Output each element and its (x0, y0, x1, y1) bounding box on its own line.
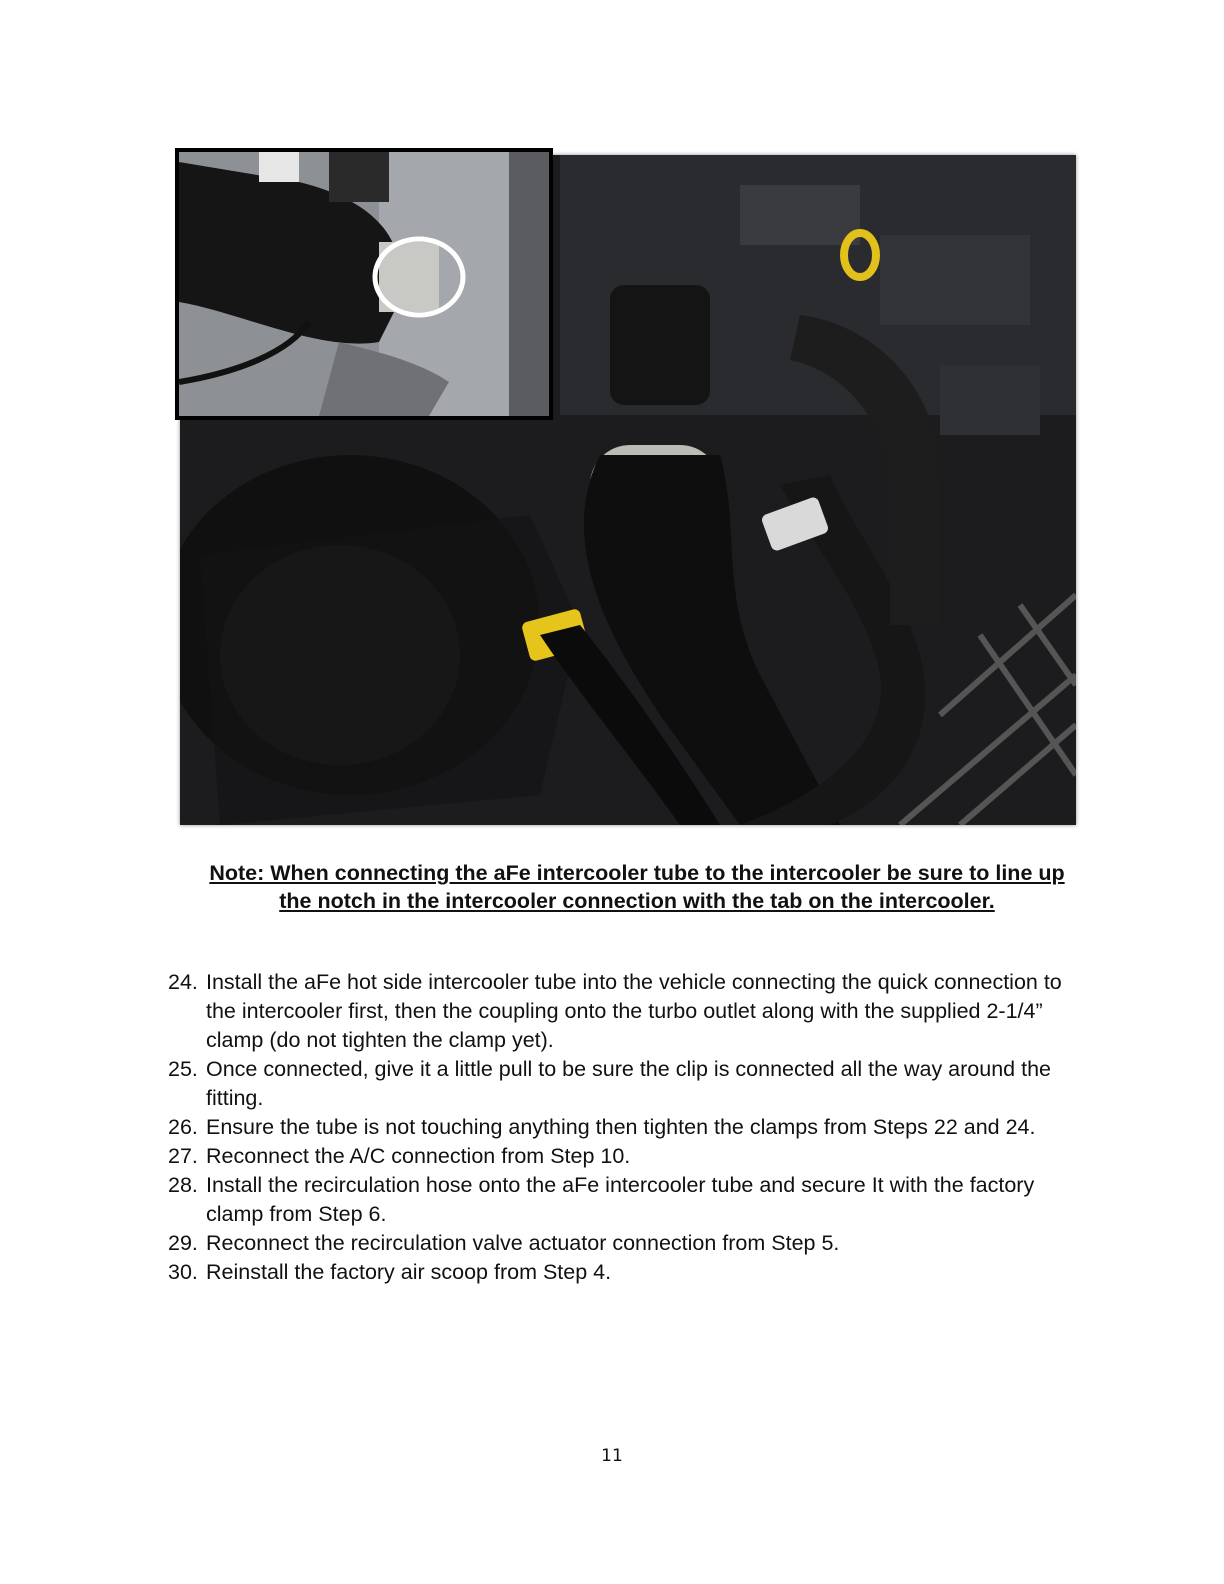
list-item (168, 1258, 1068, 1287)
step-text: Reconnect the A/C connection from Step 10. (206, 1144, 631, 1168)
step-number: 30. (168, 1260, 198, 1284)
step-text: Once connected, give it a little pull to be sure the clip is connected all the way around the fitting. (206, 1057, 1051, 1110)
step-number: 29. (168, 1231, 198, 1255)
list-item (168, 1142, 1068, 1171)
step-text: Ensure the tube is not touching anything then tighten the clamps from Steps 22 and 24. (206, 1115, 1036, 1139)
list-item (168, 1229, 1068, 1258)
list-item (168, 1171, 1068, 1229)
step-number: 28. (168, 1173, 198, 1197)
list-item (168, 1113, 1068, 1142)
step-text: Install the recirculation hose onto the aFe intercooler tube and secure It with the factory clamp from Step 6. (206, 1173, 1035, 1226)
page-number: 11 (601, 1446, 623, 1466)
list-item (168, 968, 1068, 1055)
step-number: 24. (168, 970, 198, 994)
step-number: 27. (168, 1144, 198, 1168)
instruction-steps-list (168, 968, 1068, 1287)
note-text: Note: When connecting the aFe intercooler tube to the intercooler be sure to line up the notch in the intercooler connection with the tab on the intercooler. (209, 861, 1065, 913)
inset-closeup-photo (175, 148, 553, 420)
step-number: 26. (168, 1115, 198, 1139)
step-text: Reconnect the recirculation valve actuator connection from Step 5. (206, 1231, 840, 1255)
step-number: 25. (168, 1057, 198, 1081)
list-item (168, 1055, 1068, 1113)
step-text: Install the aFe hot side intercooler tube into the vehicle connecting the quick connection to the intercooler first, then the coupling onto the turbo outlet along with the supplied 2-1/4” clamp (do not tighten the clamp yet). (206, 970, 1062, 1052)
step-text: Reinstall the factory air scoop from Step 4. (206, 1260, 612, 1284)
